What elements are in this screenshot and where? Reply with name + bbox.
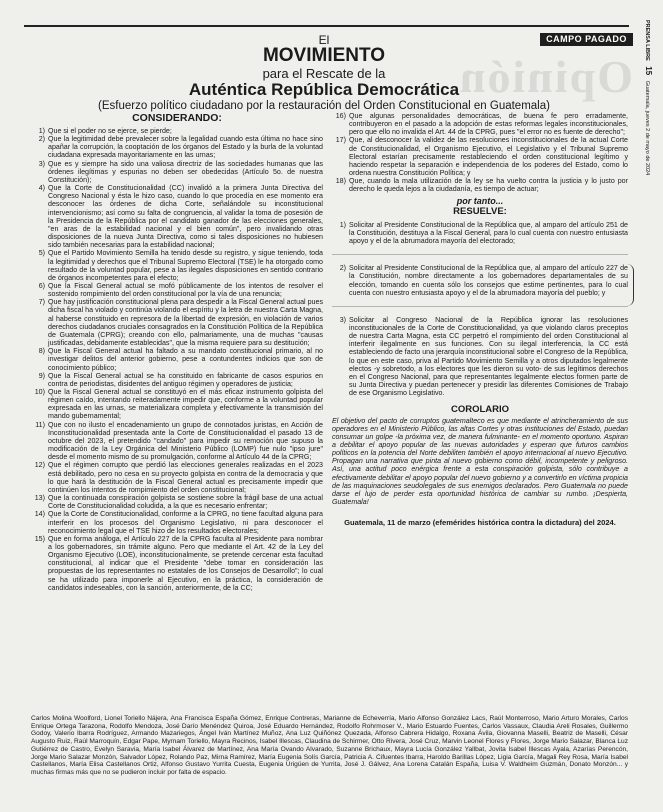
page-number: 15 — [644, 66, 653, 76]
handwritten-brace — [627, 264, 634, 306]
considerando-item: 2) Que la legitimidad debe prevalecer sobre la legalidad cuando esta última no hace sino apañar la corrupción, la cooptación de los órganos del Estado y la burla de la voluntad ciudadana expresada mayoritariamente en las urnas; — [38, 135, 323, 160]
paper-name: PRENSA LIBRE — [644, 20, 650, 61]
paid-field-badge: CAMPO PAGADO — [540, 33, 633, 46]
signers-list: Carlos Molina Woolford, Lionel Toriello Nájera, Ana Francisca España Gómez, Enrique Contreras, Marianne de Echeverría, Mario Alfonso González Lacs, Raúl Monterroso, Mario Arturo Morales, Carlos Enrique Ortega Tarazona, Rodolfo Mendoza, José Darío Menéndez Quiroa, José Eduardo Hernández, Rodolfo Rohrmoser V., Mario Estuardo Fuentes, Carlos Vassaux, Claudia Areli Rosales, Guillermo Godoy, Valerio Ibarra Rodríguez, Armando Mazariegos, Ángel Iván Martínez Muñoz, Ana Luz Quiñónez Quezada, Alfonso Cabrera Hidalgo, Roxana Ávila, Giovanna Maselli, Beatriz de Maselli, César Augusto Ruiz, Raúl Marroquín, Edgar Pape, Myrnam Toriello, Mayra Recinos, Isabel Illescas, Claudina de Schirmer, Otto Rivera, José Cruz, Marvin Leonel Flores y Flores, Jorge Mario Salazar, Blanca Luz Gutiérrez de Castro, Evelyn Saravia, María Isabel Álvarez de Martínez, Ana María Ovando Alvarado, Suzanne Brichaux, Mayra Lucía González Yallbat, Jovita Isabel Illescas Ayala, Azarías Perencón, Jorge Mario Salazar Monzón, Salvador López, Rolando Paz, Mirna Ramírez, María Eugenia Solís García, Patricia A. Cifuentes Ibarra, Haroldo Barillas López, Ligia García, Magali Rey Rosa, María Isabel Castellanos, María Elisa Castellanos Ortiz, Alfonso Gustavo Yurrita Cuesta, Eugenia Urigüen de Yurrita, José J. Gálvez, Ana Lorena Catalán España, Luisa V. Waldheim Guzmán, Donato Monzón... y muchas firmas más que no se pudieron incluir por falta de espacio. — [31, 715, 628, 776]
considerando-item: 13) Que la continuada conspiración golpista se sostiene sobre la frágil base de una actual Corte de Constitucionalidad coludida, a la que es necesario enfrentar; — [34, 494, 323, 511]
divider — [332, 254, 628, 255]
considerando-item: 11) Que con no ilusto el encadenamiento un grupo de connotados juristas, en Acción de Inconstitucionalidad presentada ante la Corte de Constitucionalidad el pasado 13 de octubre del 2023, el pretendido "candado" para impedir su remoción que supuso la modificación de la Ley Orgánica del Ministerio Público (LOMP) fue nulo "ipso jure" desde el momento mismo de su promulgación, conforme al Artículo 44 de la CPRG; — [35, 420, 323, 462]
page-sidebar — [641, 20, 655, 270]
considerando-item: 7) Que hay justificación constitucional plena para despedir a la Fiscal General actual pues dicha fiscal ha violado y continúa violando el espíritu y la letra de nuestra Carta Magna, al haberse constituido en represora de la libertad de expresión, en violación de varios derechos ciudadanos cruciales consagrados en la Constitución Política de la República de Guatemala (CPRG); creando con ello, palmariamente, una de muchas "causas justificadas, debidamente establecidas", que la misma requiere para su destitución; — [38, 298, 323, 348]
considerando-item: 17) Que, al desconocer la validez de las resoluciones inconstitucionales de la actual Corte de Constitucionalidad, el Organismo Ejecutivo, el Legislativo y el Tribunal Supremo Electoral estarían precisamente restableciendo el orden constitucional legítimo y haciendo respetar la separación e independencia de los poderes del Estado, como lo ordena nuestra Constitución Política; y — [335, 136, 628, 178]
left-column — [31, 112, 323, 592]
considerando-item: 18) Que, cuando la mala utilización de la ley se ha vuelto contra la justicia y lo justo por derecho le queda lejos a la ciudadanía, es tiempo de actuar; — [335, 177, 628, 194]
divider — [332, 306, 628, 307]
considerando-heading: CONSIDERANDO: — [132, 112, 222, 124]
resuelve-heading: RESUELVE: — [453, 205, 507, 217]
considerando-item: 12) Que el régimen corrupto que perdió las elecciones generales realizadas en el 2023 está debilitado, pero no cesa en su proyecto golpista en contra de la democracia y que lo que hará la destitución de la Fiscal General actual es precisamente impedir que continúen los intentos de rompimiento del orden constitucional; — [34, 461, 323, 494]
considerando-item: 16) Que algunas personalidades democráticas, de buena fe pero erradamente, contribuyeron en el pasado a la adopción de estas reformas legales inconstitucionales, pero que ello no invalida el Art. 44 de la CPRG, pues "el error no es fuente de derecho"; — [335, 112, 628, 137]
right-column — [332, 112, 628, 527]
signoff-date: Guatemala, 11 de marzo (efemérides histórica contra la dictadura) del 2024. — [344, 518, 616, 528]
title-para: para el Rescate de la — [262, 66, 386, 81]
title-movimiento: MOVIMIENTO — [262, 45, 386, 66]
considerando-item: 9) Que la Fiscal General actual se ha constituido en fabricante de casos espurios en contra de periodistas, disidentes del antiguo régimen y operadores de justicia; — [38, 371, 323, 388]
por-tanto: por tanto... — [456, 195, 504, 206]
corolario-text: El objetivo del pacto de corruptos guatemalteco es que mediante el atrincheramiento de sus operadores en el Ministerio Público, las altas Cortes y otras instituciones del Estado, puedan consumar un golpe -la próxima vez, de manera fulminante- en el momento oportuno. Aspiran a debilitar el apoyo popular de las nuevas autoridades y esperan que futuros cambios políticos en la potencia del Norte debiliten también el apoyo internacional al nuevo Ejecutivo. Propagan una narrativa que pinta al nuevo gobierno como débil, incompetente y peligroso. Así, una actitud poco enérgica frente a esta conspiración golpista, sólo contribuye a efectivamente debilitar el apoyo popular del nuevo gobierno y a convertirlo en víctima propicia de las maquinaciones seudolegales de sus enemigos declarados. Pero Guatemala no puede darse el lujo de perder esta oportunidad histórica de cambiar su rumbo. ¡Despierta, Guatemala! — [332, 416, 628, 507]
opinion-watermark: Opinión — [457, 51, 633, 102]
considerando-item: 1) Que si el poder no se ejerce, se pierde; — [38, 127, 172, 135]
resuelve-item: 1) Solicitar al Presidente Constitucional de la República que, al amparo del artículo 251 de la Constitución, destituya a la Fiscal General, para lo cual cuenta con nuestro entusiasta apoyo y el de la abrumadora mayoría del electorado; — [339, 220, 628, 246]
top-rule — [24, 25, 629, 27]
resuelve-item: 3) Solicitar al Congreso Nacional de la República ignorar las resoluciones inconstitucionales de la Corte de Constitucionalidad, ya que violando claros preceptos de nuestra Carta Magna, esta CC perpetró el rompimiento del orden Constitucional al interferir ilegalmente en sus funciones. Con su ilegal interferencia, la CC está estableciendo de facto una jerarquía inconstitucional sobre el Congreso de la República, lo que en este caso, priva al Partido Movimiento Semilla y a otros diputados legalmente electos -y sobretodo, a los electores que les dieron su voto- de sus legítimos derechos en el Congreso Nacional, para que representantes legalmente electos formen parte de su Junta Directiva y puedan pertenecer y presidir las diferentes Comisiones de Trabajo de ese Organismo Legislativo. — [339, 315, 628, 398]
title-autentica: Auténtica República Democrática — [188, 80, 460, 99]
considerando-item: 8) Que la Fiscal General actual ha faltado a su mandato constitucional primario, al no investigar delitos del anterior gobierno, pese a contundentes indicios que son de conocimiento público; — [38, 347, 323, 372]
considerando-item: 5) Que el Partido Movimiento Semilla ha tenido desde su registro, y sigue teniendo, toda la legitimidad y derechos que el Tribunal Supremo Electoral (TSE) le ha otorgado como resultado de la voluntad popular, pese a las ilegales disposiciones en sentido contrario de órganos incompetentes para el efecto; — [38, 249, 323, 282]
issue-date: Guatemala, jueves 2 de mayo de 2024 — [644, 80, 650, 176]
considerando-item: 4) Que la Corte de Constitucionalidad (CC) invalidó a la primera Junta Directiva del Congreso Nacional y ésta le hizo caso, cuando lo que procedía en ese momento era desconocer las órdenes de dicha Corte, señalándole su inconstitucional intervencionismo; así como su falta de congruencia, al validar la toma de posesión de la Presidencia de la República por el candidato ganador de las elecciones generales, "en aras de la estabilidad nacional y el bien común", pero invalidando otras disposiciones de la nueva Junta Directiva, como si tales disposiciones no hubiesen sido también necesarias para la estabilidad nacional; — [38, 184, 323, 250]
corolario-heading: COROLARIO — [450, 404, 510, 416]
considerando-item: 14) Que la Corte de Constitucionalidad, conforme a la CPRG, no tiene facultad alguna para interferir en los procesos del Organismo Legislativo, ni para desconocer el reconocimiento legal que el TSE hizo de los resultados electorales; — [34, 510, 323, 535]
title-el: El — [318, 33, 330, 47]
title-block — [24, 34, 624, 113]
subtitle: (Esfuerzo político ciudadano por la restauración del Orden Constitucional en Guatemala) — [98, 100, 550, 112]
considerando-item: 6) Que la Fiscal General actual se mofó públicamente de los intentos de resolver el sostenido rompimiento del orden constitucional por la vía de una renuncia; — [38, 281, 323, 299]
considerando-item: 10) Que la Fiscal General actual se constituyó en el más eficaz instrumento golpista del régimen caído, intentando reiteradamente impedir que, conforme a la voluntad popular expresada en las urnas, se materializara completa y efectivamente la transmisión del mando gubernamental; — [34, 388, 323, 421]
considerando-item: 15) Que en forma análoga, el Artículo 227 de la CPRG faculta al Presidente para nombrar a los gobernadores, sin trámite alguno. Pero que mediante el Art. 42 de la Ley del Organismo Ejecutivo (LOE), inconstitucionalmente, se pretende cercenar esta facultad constitucional, al indicar que el Presidente "debe tomar en consideración las propuestas de los representantes no estatales de los Consejos de Desarrollo"; lo cual se ha utilizado para imponerle al Ejecutivo, en la práctica, la consideración de candidatos indeseables, con la sanción, anteriormente, de la CC; — [34, 534, 323, 592]
resuelve-item: 2) Solicitar al Presidente Constitucional de la República que, al amparo del artículo 227 de la Constitución, nombre directamente a los gobernadores departamentales de su elección, tomando en cuenta sólo los consejos que estime pertinentes, para lo cual cuenta con nuestro entusiasta apoyo y el de la abrumadora mayoría del pueblo; y — [332, 264, 628, 297]
considerando-item: 3) Que es y siempre ha sido una valiosa directriz de las sociedades humanas que las órdenes ilegítimas y espurias no deben ser obedecidas (Artículo 5o. de nuestra Constitución); — [38, 159, 323, 184]
